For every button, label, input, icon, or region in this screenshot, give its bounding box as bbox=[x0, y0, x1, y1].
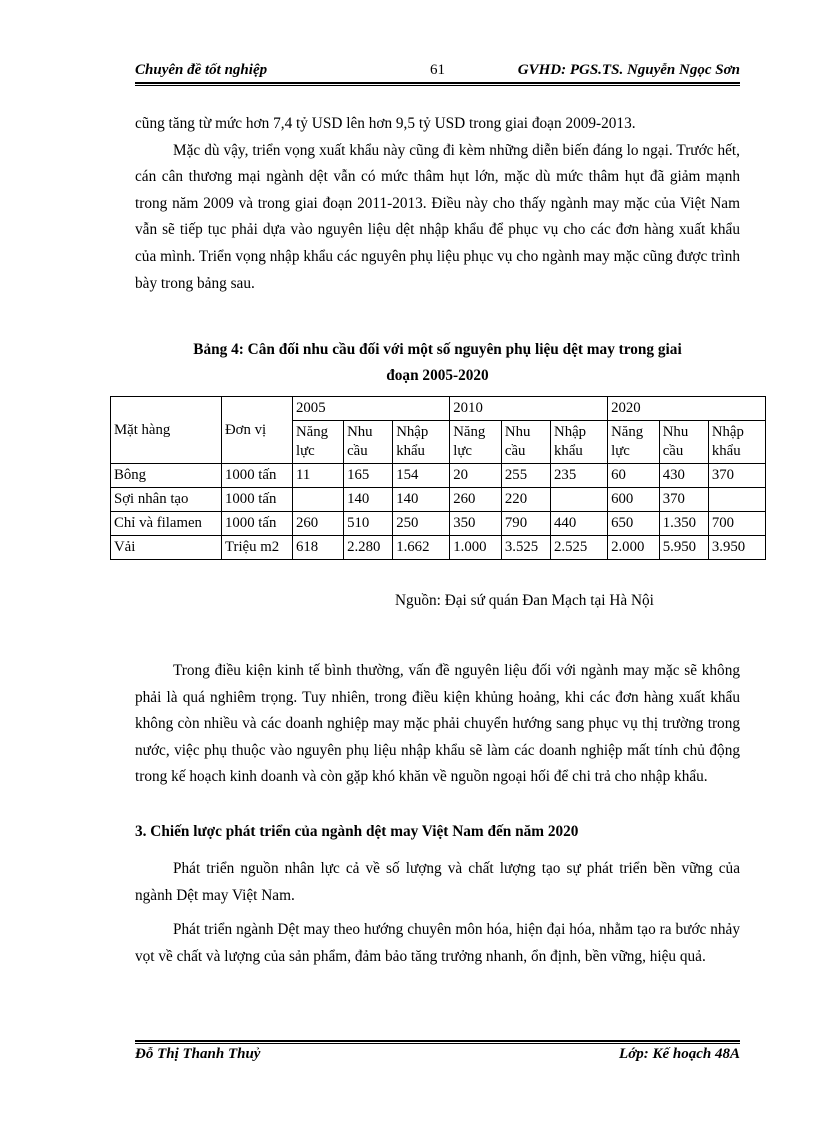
table-cell: 1.662 bbox=[393, 536, 450, 560]
table-cell: 220 bbox=[501, 488, 550, 512]
table-cell: 165 bbox=[344, 464, 393, 488]
row-unit: 1000 tấn bbox=[222, 512, 293, 536]
table-cell: 5.950 bbox=[659, 536, 708, 560]
header-demand: Nhu cầu bbox=[501, 421, 550, 464]
intro-text bbox=[135, 111, 740, 297]
table-cell: 2.280 bbox=[344, 536, 393, 560]
table-cell: 440 bbox=[551, 512, 608, 536]
table-cell: 2.525 bbox=[551, 536, 608, 560]
row-item: Chỉ và filamen bbox=[111, 512, 222, 536]
header-year: 2020 bbox=[608, 397, 766, 421]
table-cell: 3.950 bbox=[708, 536, 765, 560]
header-demand: Nhu cầu bbox=[659, 421, 708, 464]
table-cell: 255 bbox=[501, 464, 550, 488]
table-cell: 250 bbox=[393, 512, 450, 536]
table-cell: 600 bbox=[608, 488, 660, 512]
row-unit: 1000 tấn bbox=[222, 464, 293, 488]
table-cell: 2.000 bbox=[608, 536, 660, 560]
footer-rule-thin bbox=[135, 1043, 740, 1044]
row-item: Vải bbox=[111, 536, 222, 560]
table-cell: 1.000 bbox=[450, 536, 502, 560]
table-cell: 1.350 bbox=[659, 512, 708, 536]
table-cell: 430 bbox=[659, 464, 708, 488]
table-caption bbox=[135, 337, 740, 389]
table-source: Nguồn: Đại sứ quán Đan Mạch tại Hà Nội bbox=[395, 592, 654, 609]
header-rule-thin bbox=[135, 85, 740, 86]
table-cell: 700 bbox=[708, 512, 765, 536]
table-cell: 370 bbox=[708, 464, 765, 488]
table-cell: 140 bbox=[393, 488, 450, 512]
table-caption-line-1: Bảng 4: Cân đối nhu cầu đối với một số nguyên phụ liệu dệt may trong giai bbox=[193, 341, 682, 358]
header-demand: Nhu cầu bbox=[344, 421, 393, 464]
header-import: Nhập khẩu bbox=[393, 421, 450, 464]
table-cell: 260 bbox=[293, 512, 344, 536]
header-title: Chuyên đề tốt nghiệp bbox=[135, 62, 268, 78]
header-import: Nhập khẩu bbox=[551, 421, 608, 464]
table-row bbox=[111, 512, 766, 536]
footer-rule bbox=[135, 1040, 740, 1042]
header-year: 2010 bbox=[450, 397, 608, 421]
crisis-text bbox=[135, 658, 740, 791]
table-cell: 260 bbox=[450, 488, 502, 512]
header-capacity: Năng lực bbox=[608, 421, 660, 464]
table-header-row-years bbox=[111, 397, 766, 421]
table-row bbox=[111, 488, 766, 512]
row-unit: 1000 tấn bbox=[222, 488, 293, 512]
table-cell: 618 bbox=[293, 536, 344, 560]
header-capacity: Năng lực bbox=[450, 421, 502, 464]
table-cell bbox=[293, 488, 344, 512]
row-item: Sợi nhân tạo bbox=[111, 488, 222, 512]
table-cell: 235 bbox=[551, 464, 608, 488]
table-cell: 650 bbox=[608, 512, 660, 536]
table-cell: 140 bbox=[344, 488, 393, 512]
table-row bbox=[111, 536, 766, 560]
section-heading: 3. Chiến lược phát triển của ngành dệt may Việt Nam đến năm 2020 bbox=[135, 823, 579, 840]
paragraph-5: Phát triển ngành Dệt may theo hướng chuyên môn hóa, hiện đại hóa, nhằm tạo ra bước nhảy vọt về chất và lượng của sản phẩm, đảm bảo tăng trưởng nhanh, ổn định, bền vững, hiệu quả. bbox=[135, 921, 740, 965]
table-cell: 370 bbox=[659, 488, 708, 512]
table-row bbox=[111, 464, 766, 488]
row-unit: Triệu m2 bbox=[222, 536, 293, 560]
page-header bbox=[135, 60, 740, 84]
table-caption-line-2: đoạn 2005-2020 bbox=[386, 367, 489, 384]
page-number: 61 bbox=[430, 62, 445, 78]
footer-class: Lớp: Kế hoạch 48A bbox=[619, 1046, 740, 1062]
header-import: Nhập khẩu bbox=[708, 421, 765, 464]
table-cell: 154 bbox=[393, 464, 450, 488]
table-cell bbox=[551, 488, 608, 512]
table-cell: 510 bbox=[344, 512, 393, 536]
table-cell: 3.525 bbox=[501, 536, 550, 560]
header-item: Mặt hàng bbox=[111, 397, 222, 464]
table-cell bbox=[708, 488, 765, 512]
table-cell: 60 bbox=[608, 464, 660, 488]
paragraph-2: Mặc dù vậy, triển vọng xuất khẩu này cũng đi kèm những diễn biến đáng lo ngại. Trước hết, cán cân thương mại ngành dệt vẫn có mức thâm hụt lớn, mặc dù mức thâm hụt đã giảm mạnh trong năm 2009 và trong giai đoạn 2011-2013. Điều này cho thấy ngành may mặc của Việt Nam vẫn sẽ tiếp tục phải dựa vào nguyên liệu dệt nhập khẩu để phục vụ cho các đơn hàng xuất khẩu của mình. Triển vọng nhập khẩu các nguyên phụ liệu phục vụ cho ngành may mặc cũng được trình bày trong bảng sau. bbox=[135, 141, 740, 292]
header-advisor: GVHD: PGS.TS. Nguyễn Ngọc Sơn bbox=[517, 62, 740, 78]
header-unit: Đơn vị bbox=[222, 397, 293, 464]
footer-author: Đỗ Thị Thanh Thuỷ bbox=[135, 1046, 261, 1062]
table-cell: 11 bbox=[293, 464, 344, 488]
table-cell: 790 bbox=[501, 512, 550, 536]
row-item: Bông bbox=[111, 464, 222, 488]
header-year: 2005 bbox=[293, 397, 450, 421]
header-capacity: Năng lực bbox=[293, 421, 344, 464]
table-cell: 20 bbox=[450, 464, 502, 488]
table-cell: 350 bbox=[450, 512, 502, 536]
paragraph-1: cũng tăng từ mức hơn 7,4 tỷ USD lên hơn 9,5 tỷ USD trong giai đoạn 2009-2013. bbox=[135, 115, 636, 132]
page-footer bbox=[135, 1046, 740, 1070]
strategy-text bbox=[135, 856, 740, 970]
paragraph-4: Phát triển nguồn nhân lực cả về số lượng và chất lượng tạo sự phát triển bền vững của ngành Dệt may Việt Nam. bbox=[135, 860, 740, 904]
header-rule bbox=[135, 82, 740, 84]
materials-table bbox=[110, 396, 766, 560]
paragraph-3: Trong điều kiện kinh tế bình thường, vấn đề nguyên liệu đối với ngành may mặc sẽ không phải là quá nghiêm trọng. Tuy nhiên, trong điều kiện khủng hoảng, khi các đơn hàng xuất khẩu không còn nhiều và các doanh nghiệp may mặc phải chuyển hướng sang phục vụ thị trường trong nước, việc phụ thuộc vào nguyên phụ liệu nhập khẩu sẽ làm các doanh nghiệp mất tính chủ động trong kế hoạch kinh doanh và còn gặp khó khăn về nguồn ngoại hối để chi trả cho nhập khẩu. bbox=[135, 662, 740, 786]
